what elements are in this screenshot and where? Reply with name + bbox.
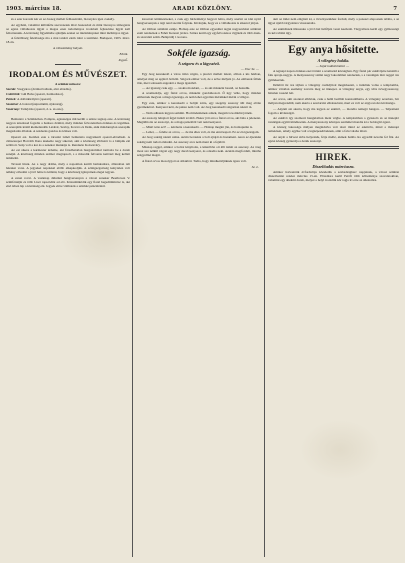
story-signature: Sz. L. — [251, 164, 259, 169]
article-byline: — Saját tudósítónktól. — — [315, 64, 350, 69]
story-paragraph: A szomszédja, egy fiatal orvos, másként gondolkozott. Ő úgy vélte, hogy minden embernek megvan a maga igazsága, és nem lehet egyetlen mértékkel mérni a világot. — [137, 91, 261, 100]
story-subtitle: A szigoru és a lágyszívű. — [178, 61, 220, 67]
story-paragraph: Egy öreg kereskedő a város túlsó végén, a piactér mellett lakott, abban a kis házban, amelyet még az apjától örökölt. Szigorú ember volt, de a szíve mélyén jó. Az emberek féltek tőle, mert sohasem engedett a maga igazából. — [137, 72, 261, 85]
article-paragraph: Bemutató a Színházban. Pompás, egészséges mű került a színre tegnap este. A közönség nagyon tetszéssel fogadta a hatásos drámát, mely minden felvonásában érdekes és izgalmas. A szereplők közül kiemelendők Latabár, Szalay, Kovács és Deák, akik mindannyian szerepük magaslatán állottak. A rendezés gondos és ízléses volt. — [6, 116, 130, 133]
section-rule — [268, 38, 399, 41]
article-paragraph: A választmány helyett. — [52, 46, 84, 51]
article-paragraph: Tavaszi hírek. Az a nagy dráma, mely a napokban került bemutatásra, állandóan telt házakat vonz. A jegyeket napokkal előbb elkapkodják. A színigazgatóság kénytelen volt néhány előadást a jövő hétre is kitűzni, hogy a közönség igényeinek eleget tegyen. — [6, 162, 130, 175]
story-paragraph: — Miért tette ezt? — kérdezte a kereskedő. — Holnap megint jön, és holnapután is. — [142, 125, 253, 130]
story-paragraph: Az öreg sokáig nézett utána. Aztán becsukta a bolt ajtaját és hazament. Azon az éjszakán sokáig nem tudott elaludni. Az asszony arca nem ment ki a fejéből. — [137, 135, 261, 144]
column-2 — [137, 17, 261, 557]
story-paragraph: Az asszony lehajtott fejjel indult tovább. Ekkor jött arra a fiatal orvos, aki látta a jelenetet. Megállította az asszonyt, és a maga pénzéből vett neki kenyeret. — [137, 115, 261, 124]
article-paragraph: Az est sikere a karmester érdeme, aki fáradhatatlan buzgalommal tanította be a darab zenéjét. A közönség minden számot megtapsolt, s a második felvonás kettősét meg kellett ismételni. — [6, 148, 130, 161]
masthead — [6, 4, 399, 14]
section-rule — [268, 146, 399, 149]
column-divider — [264, 17, 265, 557]
article-paragraph: Az egyházi, valamint különféle szervezetek által összeadott és mint bizonyos támogatás az egész vállalkozás ügyét a magas ezen tudományos irodalom fejlesztése ügyét kell feltartanunk. A közönség figyelmébe ajánljuk ezeket az intézményeket mint méltányos ügyet. — [6, 22, 130, 35]
story-paragraph: A fiatal orvos mosolygott az ablakból. Tudta, hogy mindkettőjüknek igaza volt. — [142, 158, 247, 163]
repertoire-item: Szerda: Vasgyáros (drámai ballada, első előadás). — [6, 87, 72, 92]
article-headline: Egy anya hősitette. — [288, 43, 379, 56]
signature: Jegyző. — [118, 57, 128, 62]
article-paragraph: A tegnapi napon érdekes eset történt a szomszéd községben. Egy fiatal pár esküvőjére készült a falu apraja-nagyja. A menyasszony szülei nagy lakodalmat rendeztek, s a vendégek már reggel óta gyülekeztek. — [268, 69, 399, 82]
story-byline: — Irta: Sz. — — [240, 67, 259, 72]
header-rule — [6, 14, 399, 15]
article-paragraph: Operett est. Kedden este a társulat ismét bemutatta nagysikerű operett-előadását. A címszerepet Horváth Ilona énekelte nagy sikerrel, akit a közönség többször is a lámpák elé szólított. Szép volt a kar és a zenekar munkája is. Rendezte Kolozsváry. — [6, 134, 130, 147]
article-paragraph: — Anyám azt akarta, hogy ma legyen az esküvő, — mondta remegő hangon. — Teljesíteni fogom a kívánságát. — [268, 106, 399, 115]
story-paragraph: — Az igazság csak egy, — szokta mondani, — és aki másként beszél, az hazudik. — [142, 86, 250, 91]
article-paragraph: Délelőtt tíz óra tájban a vőlegény családjával megérkezett, s indultak volna a templomba, amikor váratlan esemény zavarta meg az ünnepet. A vőlegény anyja, egy idős özvegyasszony, hirtelen rosszul lett. — [268, 83, 399, 96]
column-1 — [6, 17, 130, 557]
section-rule — [55, 64, 81, 65]
story-paragraph: — Lehet, — felelte az orvos, — de ma éhes volt, és ma enni kapott. Ez az én igazságom. — [142, 130, 260, 135]
repertoire-list — [6, 87, 130, 110]
repertoire-item: Csütörtök: Gül Baba (operett, harmadszor). — [6, 92, 64, 97]
story-paragraph: Egy este, amikor a kereskedő a boltját zárta, egy szegény asszony állt meg előtte gyermekével. Kenyeret kért, de pénze nem volt. Az öreg kereskedő szigorúan nézett rá. — [137, 100, 261, 109]
repertoire-item: Szombat: A bolond (népszínmű, újdonság). — [6, 101, 64, 106]
section-rule — [137, 42, 261, 45]
article-paragraph: A zenei rovat. A vasárnap délutáni hangversenyen a városi zenekar Beethoven V. szimfóniáját és több Liszt rapszódiát ad elő. Közreműködik egy fiatal hegedűművész is, aki első ízben lép a közönség elé. Jegyek előre válthatók a színház pénztáránál. — [6, 175, 130, 188]
column-divider — [132, 17, 133, 557]
repertoire-item: Péntek: A dollárkirálynő (operett). — [6, 97, 52, 102]
newspaper-title: ARADI KÖZLÖNY. — [172, 6, 233, 12]
issue-date: 1903. március 18. — [6, 6, 62, 12]
news-section-heading: HIREK. — [315, 152, 352, 163]
article-paragraph: A község lakossága mélyen megindulva vett részt mind az esküvőn, mind a másnapi temetésen, amely egyike volt a legnépesebbeknek, amit a falu valaha látott. — [268, 125, 399, 134]
article-paragraph: Az esküvő így szomorú hangulatban ment végbe. A templomban a gyászoló és az ünneplő vendégek együtt imádkoztak. A menyasszony könnyes szemmel mondta ki a boldogító igent. — [268, 115, 399, 124]
article-paragraph: A felsőbbség felelőssége ma a mai tanítói elem iránt a testületé. Budapest, 1903. márc. 18-án. — [6, 36, 130, 45]
story-paragraph: — Nem adhatok ingyen semmit. Ha mindenkinek adnék, magam is koldulni járnék. — [142, 110, 253, 115]
repertoire-title: A színház műsora: — [54, 82, 81, 87]
section-rule — [55, 113, 81, 114]
article-paragraph: Az Otthon színházi estéje. Holnap este az Otthon egyesület tagjai nagyszabású színházi estét rendeznek a Fehér Kereszt javára. Színre kerül egy egyfelvonásos vígjáték és több ének- és szavalati szám. Belépődíj 1 korona. — [137, 26, 261, 39]
article-paragraph: Az anyát a hitvesi sírba helyezték, férje mellé, akinek halála óta egyedül nevelte fel fiát. Az egész község gyászolja a derék asszonyt. — [268, 135, 399, 144]
article-paragraph: Az esküdtszék ülésszaka a jövő hét hétfőjén veszi kezdetét. Tárgyalásra kerül egy gyilkossági és két rablási ügy. — [268, 26, 399, 35]
page-number: 7 — [393, 6, 397, 12]
section-heading-literature: IRODALOM ÉS MŰVÉSZET. — [9, 69, 127, 80]
story-title: Sokféle igazság. — [167, 48, 231, 60]
signature: Elnök. — [119, 51, 128, 56]
column-3 — [268, 17, 399, 557]
article-subhead: A vőlegény halála. — [317, 57, 350, 63]
news-subhead: Díszelőadás márciusra. — [312, 163, 355, 169]
news-paragraph: Amikor hatvanötik évfordulója közeledik a szabadságharc napjainak, a városi színház díszelőadást rendez március 15-én. Előadásra kerül Petőfi több költeménye szavalatokban, valamint egy alkalmi darab, melyet a helyi irodalmi kör tagja írt erre az alkalomra. — [268, 169, 399, 183]
story-paragraph: Másnap reggel, amikor a boltot kinyitotta, a küszöbön ott állt ismét az asszony. Az öreg most szó nélkül vágott egy nagy darab kenyeret, és odaadta neki. Azután megfordult, mintha szégyellné magát. — [137, 145, 261, 158]
article-paragraph: Az orvos, akit azonnal elhívtak, csak a halál beálltát konstatálhatta. A vőlegény azonban, bár mélyen megrendült, nem akarta a szertartást elhalasztani, mert ez volt az anyja utolsó kívánsága. — [268, 96, 399, 105]
article-paragraph: és a ezer koronát kér ez az összeg mellett felhasználni, bizonyára igen csekély. — [11, 17, 115, 21]
repertoire-item: Vasárnap: Tatárjárás (operett, d. u. és este). — [6, 106, 64, 111]
article-paragraph: akit az ítélet nem elégített ki, a törvényszékhez fordult, mely a panaszt alaposnak találta, s az ügyet újabb tárgyalásra visszautalta. — [268, 17, 399, 26]
article-paragraph: kiosztott kitüntetéseket, s csak egy hirdetményt hagyott hátra, mely szerint az idei nyári hangversenyek a régi rend szerint folynak. Kívánjuk, hogy ez a vállalkozás is sikerrel járjon. — [137, 17, 261, 26]
